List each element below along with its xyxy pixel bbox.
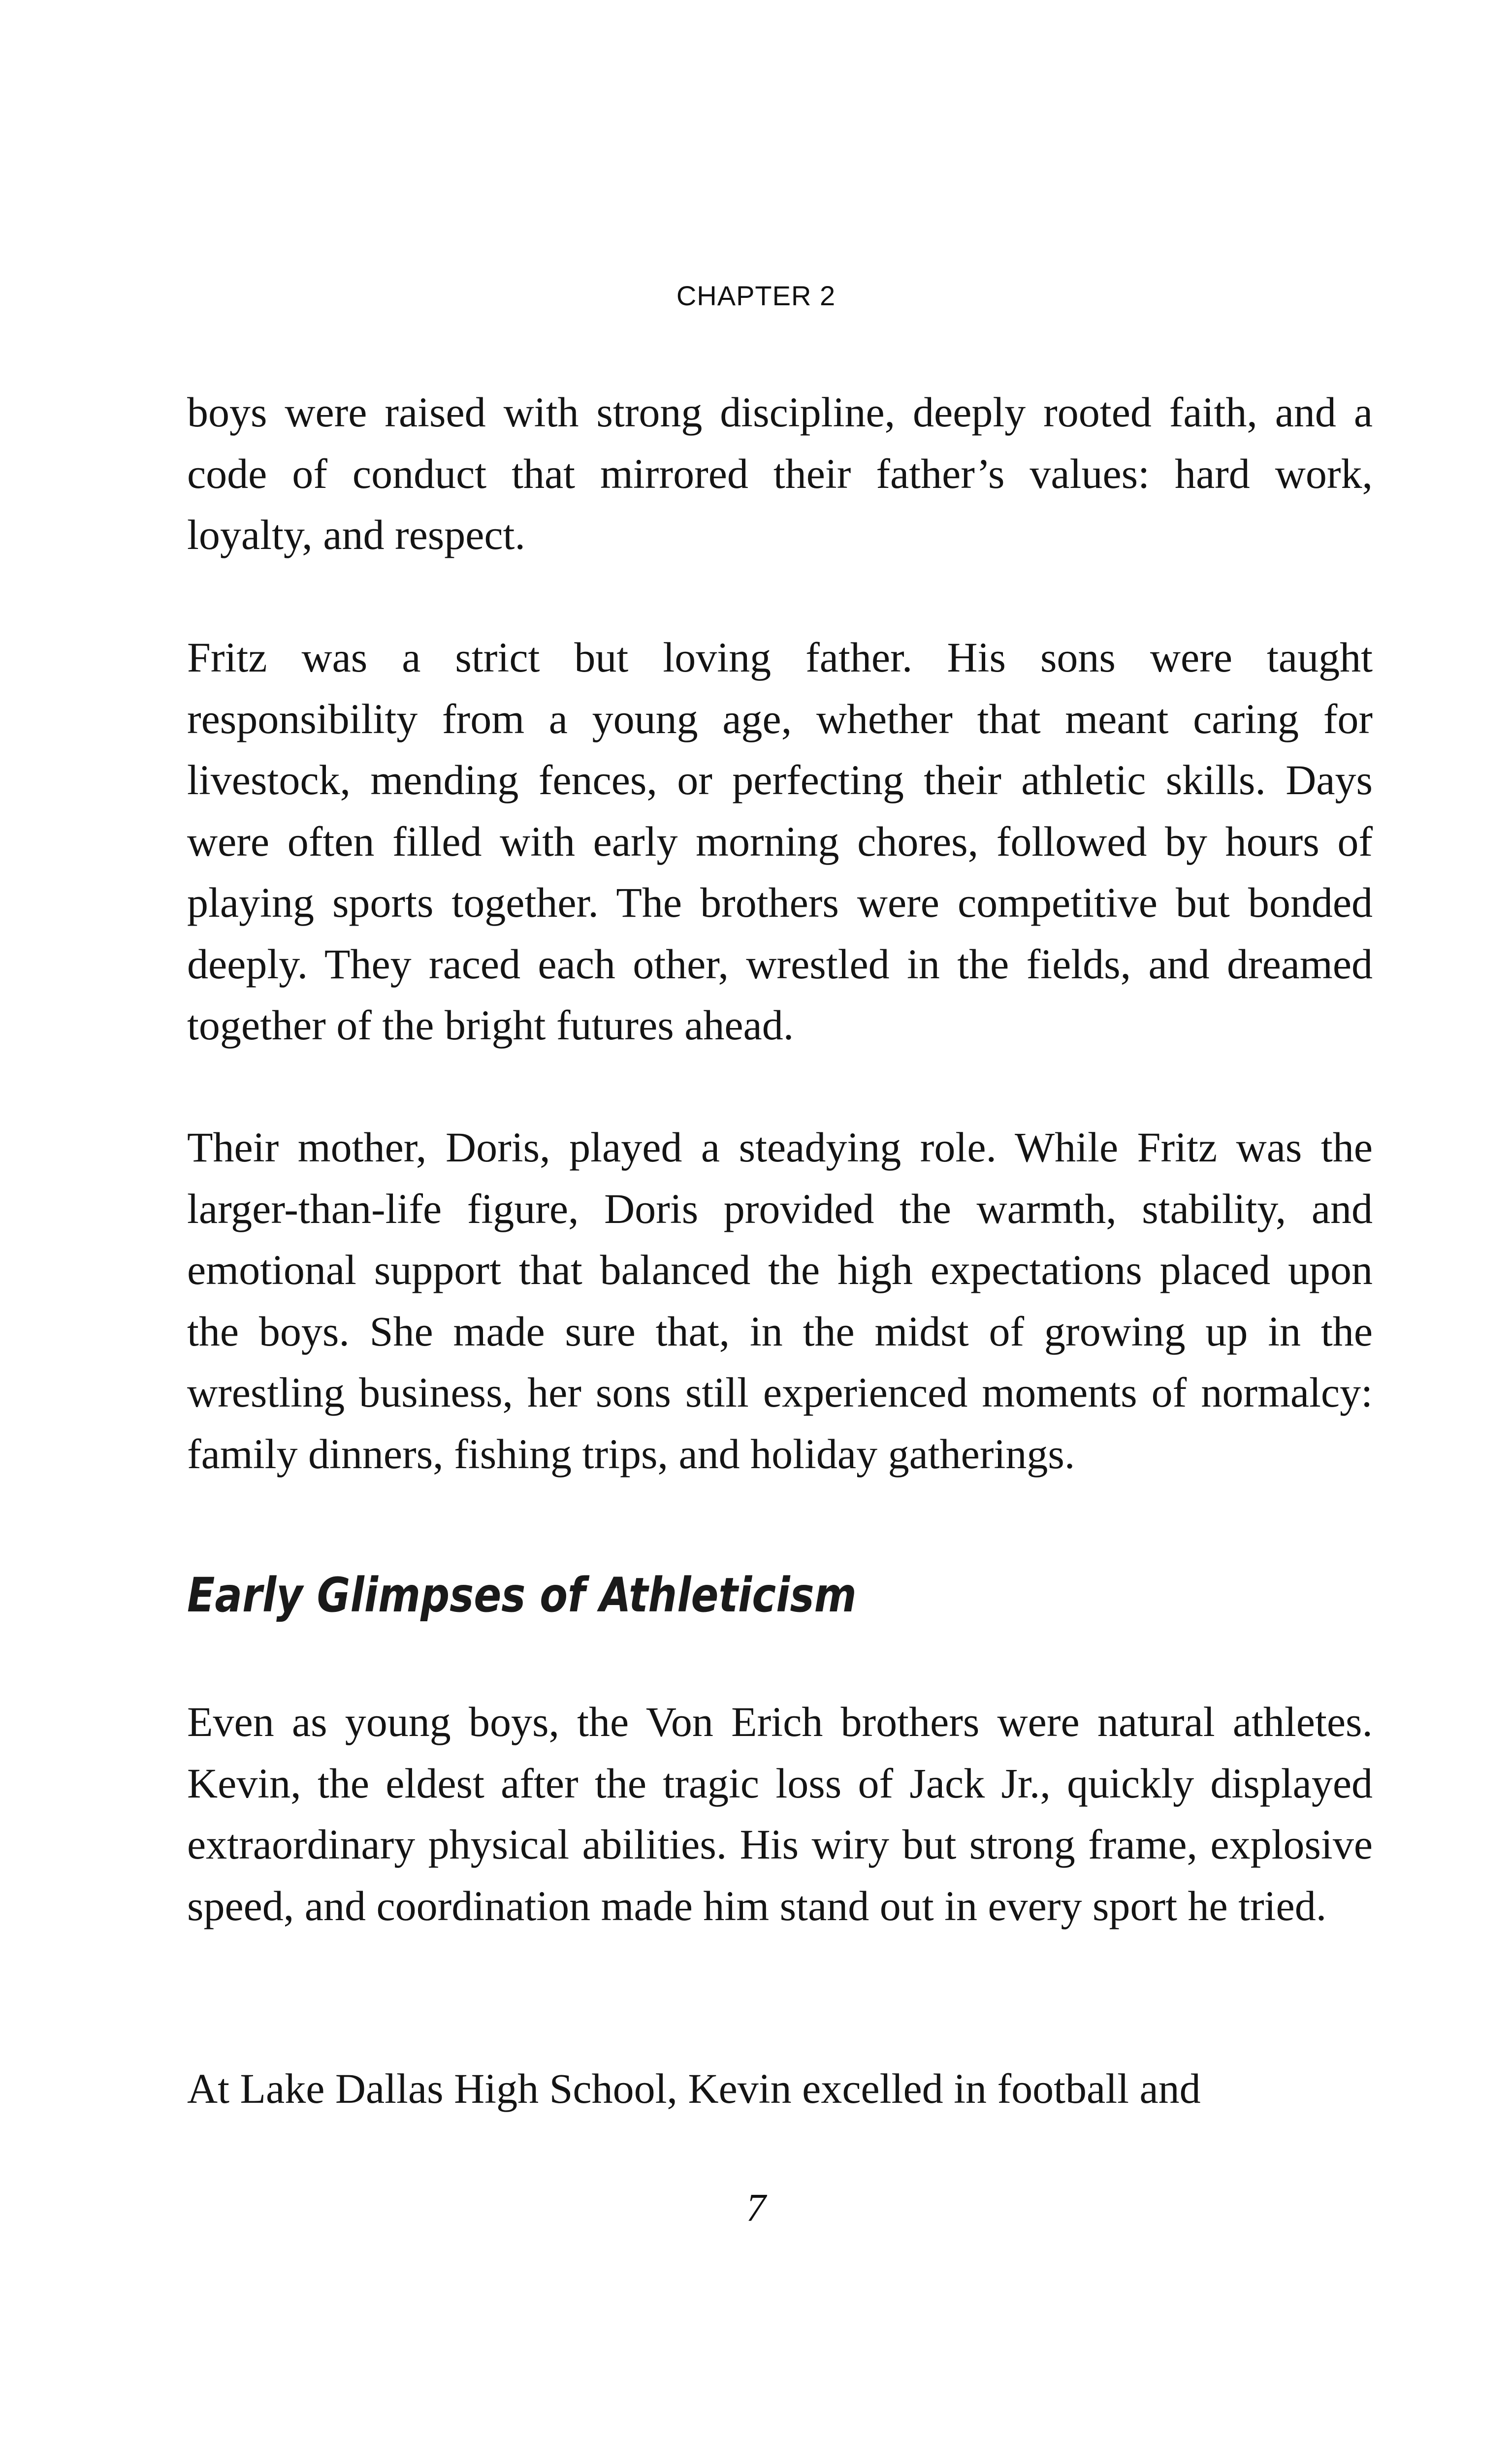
paragraph-4: Even as young boys, the Von Erich brothers were natural athletes. Kevin, the eldest after the tragic loss of Jack Jr., quickly displayed extraordinary physical abilities. His wiry but strong frame, explosive speed, and coordination made him stand out in every sport he tried.	[187, 1698, 1373, 1929]
page-number: 7	[746, 2186, 766, 2230]
paragraph-3: Their mother, Doris, played a steadying role. While Fritz was the larger-than-life figure, Doris provided the warmth, stability, and emotional support that balanced the high expectations placed upon the boys. She made sure that, in the midst of growing up in the wrestling business, her sons still experienced moments of normalcy: family dinners, fishing trips, and holiday gatherings.	[187, 1124, 1373, 1478]
paragraph-2: Fritz was a strict but loving father. His sons were taught responsibility from a young age, whether that meant caring for livestock, mending fences, or perfecting their athletic skills. Days were often filled with early morning chores, followed by hours of playing sports together. The brothers were competitive but bonded deeply. They raced each other, wrestled in the fields, and dreamed together of the bright futures ahead.	[187, 634, 1373, 1049]
section-heading: Early Glimpses of Athleticism	[187, 1568, 857, 1623]
paragraph-1: boys were raised with strong discipline, deeply rooted faith, and a code of conduct that mirrored their father’s values: hard work, loyalty, and respect.	[187, 388, 1373, 558]
running-head: CHAPTER 2	[676, 280, 836, 311]
paragraph-5: At Lake Dallas High School, Kevin excelled in football and	[187, 2065, 1201, 2112]
